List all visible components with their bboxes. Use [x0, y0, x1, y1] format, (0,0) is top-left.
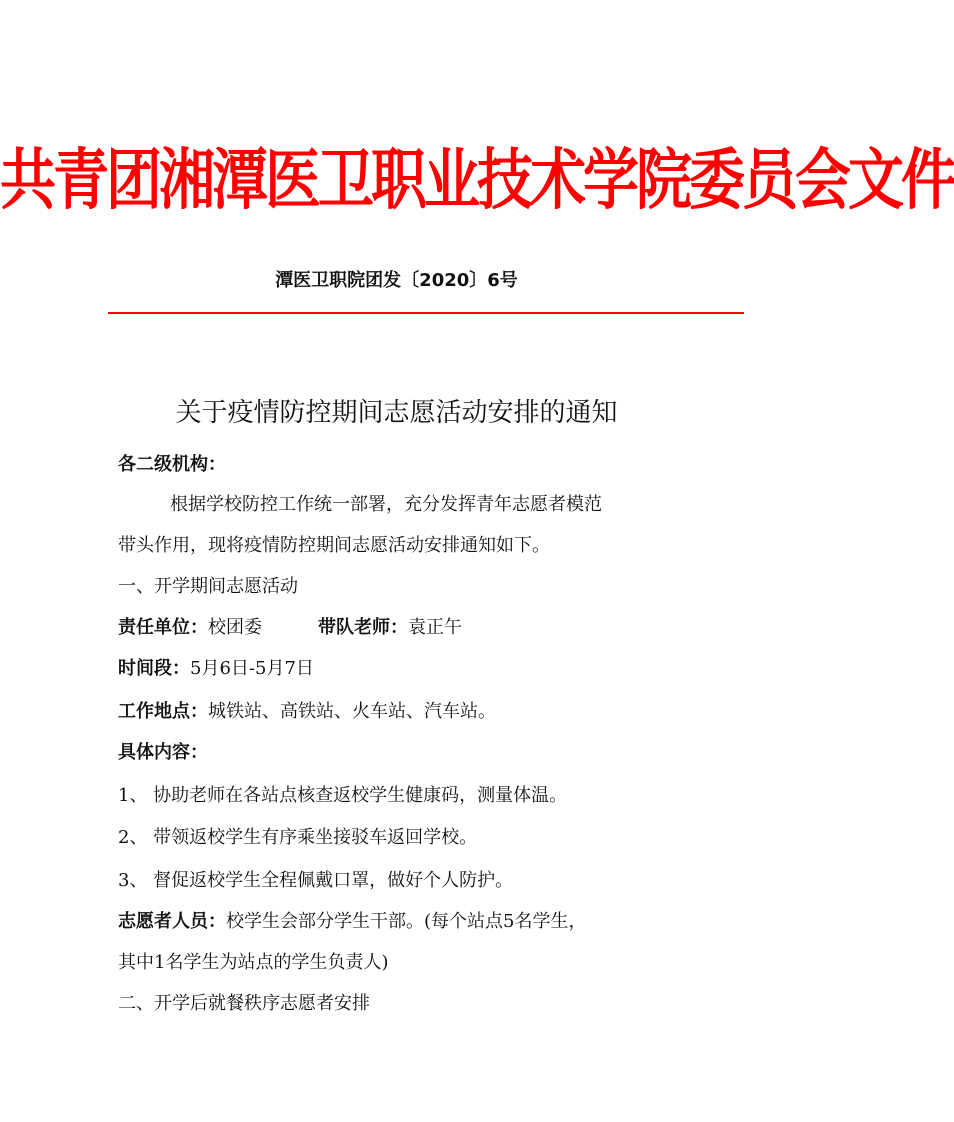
unit-label: 责任单位： — [118, 617, 208, 638]
time-row — [118, 654, 314, 680]
time-value: 5月6日-5月7日 — [190, 658, 314, 679]
content-label: 具体内容： — [118, 742, 208, 763]
volunteers-row — [118, 907, 586, 933]
document-number: 潭医卫职院团发〔2020〕6号 — [275, 270, 518, 291]
responsibility-row — [118, 613, 462, 639]
time-label: 时间段： — [118, 658, 190, 679]
place-row — [118, 697, 496, 723]
section-2-heading: 二、开学后就餐秩序志愿者安排 — [118, 993, 370, 1014]
unit-value: 校团委 — [208, 617, 262, 638]
intro-paragraph-line-1: 根据学校防控工作统一部署，充分发挥青年志愿者模范 — [170, 494, 602, 515]
teacher-label: 带队老师： — [318, 617, 408, 638]
header-divider — [108, 312, 744, 314]
intro-paragraph-line-2: 带头作用，现将疫情防控期间志愿活动安排通知如下。 — [118, 535, 550, 556]
content-item-2: 2、 带领返校学生有序乘坐接驳车返回学校。 — [118, 827, 478, 848]
salutation: 各二级机构： — [118, 454, 226, 475]
volunteers-line-2: 其中1名学生为站点的学生负责人) — [118, 952, 389, 973]
content-item-1: 1、 协助老师在各站点核查返校学生健康码，测量体温。 — [118, 785, 568, 806]
volunteers-value: 校学生会部分学生干部。(每个站点5名学生， — [226, 911, 587, 932]
notice-title: 关于疫情防控期间志愿活动安排的通知 — [175, 398, 618, 428]
teacher-value: 袁正午 — [408, 617, 462, 638]
content-item-3: 3、 督促返校学生全程佩戴口罩，做好个人防护。 — [118, 870, 514, 891]
section-1-heading: 一、开学期间志愿活动 — [118, 576, 298, 597]
document-header-title: 共青团湘潭医卫职业技术学院委员会文件 — [0, 142, 954, 219]
place-label: 工作地点： — [118, 701, 208, 722]
place-value: 城铁站、高铁站、火车站、汽车站。 — [208, 701, 496, 722]
volunteers-label: 志愿者人员： — [118, 911, 226, 932]
